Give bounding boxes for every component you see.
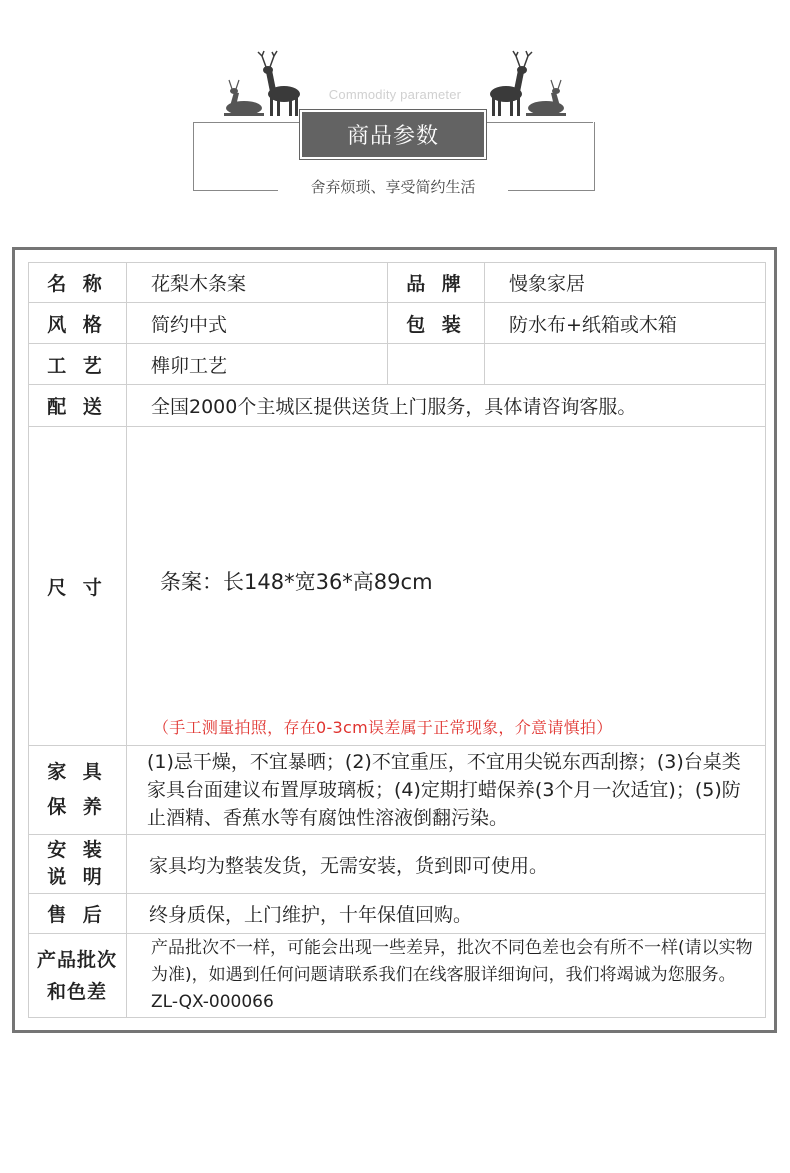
size-note: （手工测量拍照，存在0-3cm误差属于正常现象，介意请慎拍）: [153, 718, 613, 737]
empty-cell: [485, 344, 766, 385]
style-value: 简约中式: [127, 303, 388, 344]
frame-line-right: [485, 122, 593, 123]
page-header: [0, 0, 790, 230]
page-title: 商品参数: [346, 124, 439, 149]
name-value: 花梨木条案: [127, 262, 388, 303]
english-subtitle: Commodity parameter: [328, 87, 462, 102]
install-value: 家具均为整装发货，无需安装，货到即可使用。: [127, 835, 766, 894]
batch-label-line1: 产品批次: [36, 948, 117, 971]
package-value: 防水布+纸箱或木箱: [485, 303, 766, 344]
deer-sculpture-right-icon: [478, 50, 568, 120]
batch-label: [28, 934, 127, 1018]
frame-line-left: [193, 122, 303, 123]
aftersale-label: 售 后: [28, 894, 127, 934]
care-value: (1)忌干燥，不宜暴晒；(2)不宜重压，不宜用尖锐东西刮擦；(3)台桌类家具台面建议布置厚玻璃板；(4)定期打蜡保养(3个月一次适宜)；(5)防止酒精、香蕉水等有腐蚀性溶液倒翻污染。: [127, 746, 766, 835]
title-badge: [300, 110, 486, 159]
batch-value: 产品批次不一样，可能会出现一些差异，批次不同色差也会有所不一样(请以实物为准)，如遇到任何问题请联系我们在线客服详细询问，我们将竭诚为您服务。ZL-QX-000066: [127, 934, 766, 1018]
deer-sculpture-left-icon: [222, 50, 312, 120]
install-label-line1: 安 装: [47, 839, 107, 861]
delivery-value: 全国2000个主城区提供送货上门服务，具体请咨询客服。: [127, 385, 766, 427]
delivery-label: 配 送: [28, 385, 127, 427]
size-label: 尺 寸: [28, 427, 127, 746]
craft-label: 工 艺: [28, 344, 127, 385]
batch-label-line2: 和色差: [46, 980, 107, 1003]
slogan: 舍弃烦琐、享受简约生活: [278, 176, 508, 198]
brand-value: 慢象家居: [485, 262, 766, 303]
package-label: 包 装: [388, 303, 485, 344]
craft-value: 榫卯工艺: [127, 344, 388, 385]
install-label-line2: 说 明: [47, 866, 107, 888]
size-value: 条案：长148*宽36*高89cm: [160, 570, 433, 594]
aftersale-value: 终身质保，上门维护，十年保值回购。: [127, 894, 766, 934]
care-label-line1: 家 具: [47, 761, 107, 783]
install-label: [28, 835, 127, 894]
style-label: 风 格: [28, 303, 127, 344]
empty-cell: [388, 344, 485, 385]
care-label-line2: 保 养: [47, 796, 107, 818]
care-label: [28, 746, 127, 835]
brand-label: 品 牌: [388, 262, 485, 303]
name-label: 名 称: [28, 262, 127, 303]
